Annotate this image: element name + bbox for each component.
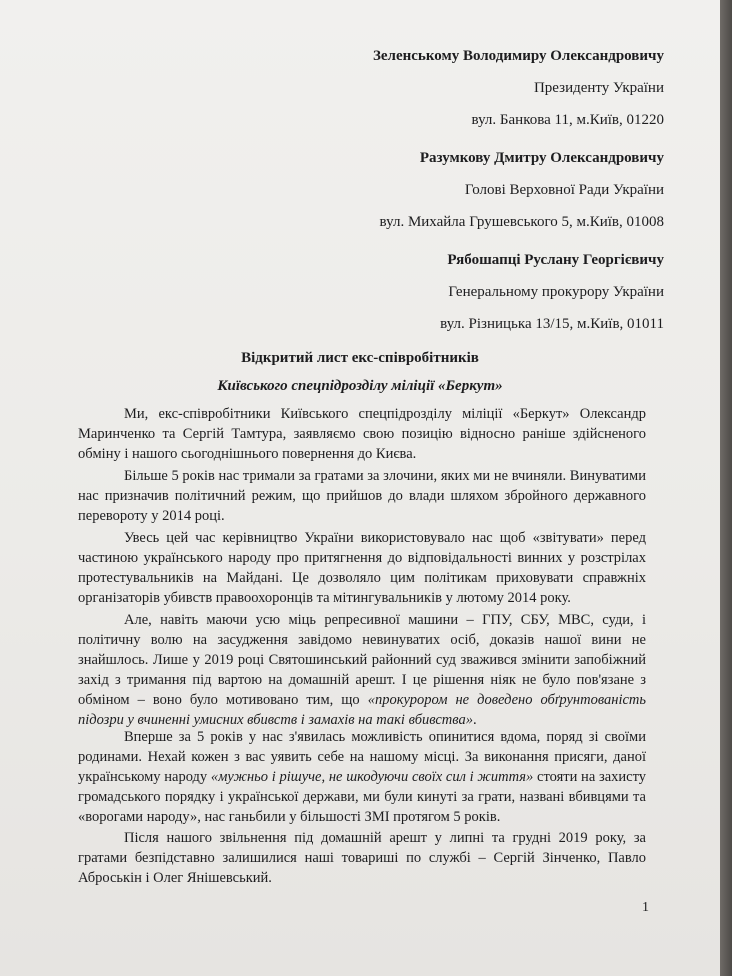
paragraph-4-text: Але, навіть маючи усю міць репресивної машини – ГПУ, СБУ, МВС, суди, і політичну волю на засудження завідомо невинуватих осіб, доказів нашої вини не знайшлось. Лише у 2019 році Святошинський районний суд зважився змінити запобіжний захід з тримання під вартою на домашній арешт. І це рішення ніяк не було пов'язане з обміном – воно було мотивовано тим, що (78, 612, 646, 708)
recipient-position: Президенту України (533, 80, 664, 96)
recipient-position: Голові Верховної Ради України (464, 182, 664, 198)
paragraph-5-quote: «мужньо і рішуче, не шкодуючи своїх сил і життя» (210, 769, 534, 785)
recipient-address: вул. Банкова 11, м.Київ, 01220 (471, 112, 664, 128)
recipient-block-prosecutor (440, 250, 664, 346)
page-edge-shadow (720, 0, 732, 976)
paragraph-5 (78, 727, 646, 827)
recipient-block-speaker (380, 148, 664, 244)
paragraph-5-end: стояти на захисту громадського порядку і української держави, ми були кинуті за грати, названі вбивцями та «ворогами народу», нас ганьбили у більшості ЗМІ протягом 5 років. (78, 769, 646, 825)
recipient-name: Зеленському Володимиру Олександровичу (372, 48, 664, 64)
recipient-name: Рябошапці Руслану Георгієвичу (447, 252, 664, 268)
paragraph-1: Ми, екс-співробітники Київського спецпідрозділу міліції «Беркут» Олександр Маринченко та Сергій Тамтура, заявляємо свою позицію відносно раніше здійсненого обміну і нашого сьогоднішнього повернення до Києва. (78, 406, 646, 462)
letter-subtitle: Київського спецпідрозділу міліції «Беркут» (217, 378, 503, 394)
page-number: 1 (642, 900, 649, 915)
paragraph-2: Більше 5 років нас тримали за гратами за злочини, яких ми не вчиняли. Винуватими нас призначив політичний режим, що прийшов до влади шляхом збройного державного перевороту у 2014 році. (78, 468, 646, 524)
paragraph-5-text: Вперше за 5 років у нас з'явилась можливість опинитися вдома, поряд зі своїми родинами. Нехай кожен з вас уявить себе на нашому місці. За виконання присяги, даної українському народу (78, 729, 646, 785)
recipient-address: вул. Різницька 13/15, м.Київ, 01011 (440, 316, 664, 332)
recipient-address: вул. Михайла Грушевського 5, м.Київ, 01008 (379, 214, 664, 230)
paragraph-3: Увесь цей час керівництво України використовувало нас щоб «звітувати» перед частиною українського народу про притягнення до відповідальності винних у розстрілах протестувальників на Майдані. Це дозволяло цим політикам приховувати справжніх організаторів убивств правоохоронців та мітингувальників у лютому 2014 року. (78, 530, 646, 606)
paragraph-6: Після нашого звільнення під домашній арешт у липні та грудні 2019 року, за гратами безпідставно залишилися наші товариші по службі – Сергій Зінченко, Павло Аброськін і Олег Янішевський. (78, 830, 646, 886)
letter-title: Відкритий лист екс-співробітників (241, 350, 479, 366)
paragraph-4-quote: «прокурором не доведено обґрунтованість підозри у вчиненні умисних вбивств і замахів на такі вбивства» (78, 692, 647, 728)
paragraph-4 (78, 610, 646, 730)
recipient-name: Разумкову Дмитру Олександровичу (419, 150, 664, 166)
recipient-block-president (373, 46, 664, 142)
recipient-position: Генеральному прокурору України (448, 284, 664, 300)
paragraph-4-end: . (472, 712, 477, 728)
